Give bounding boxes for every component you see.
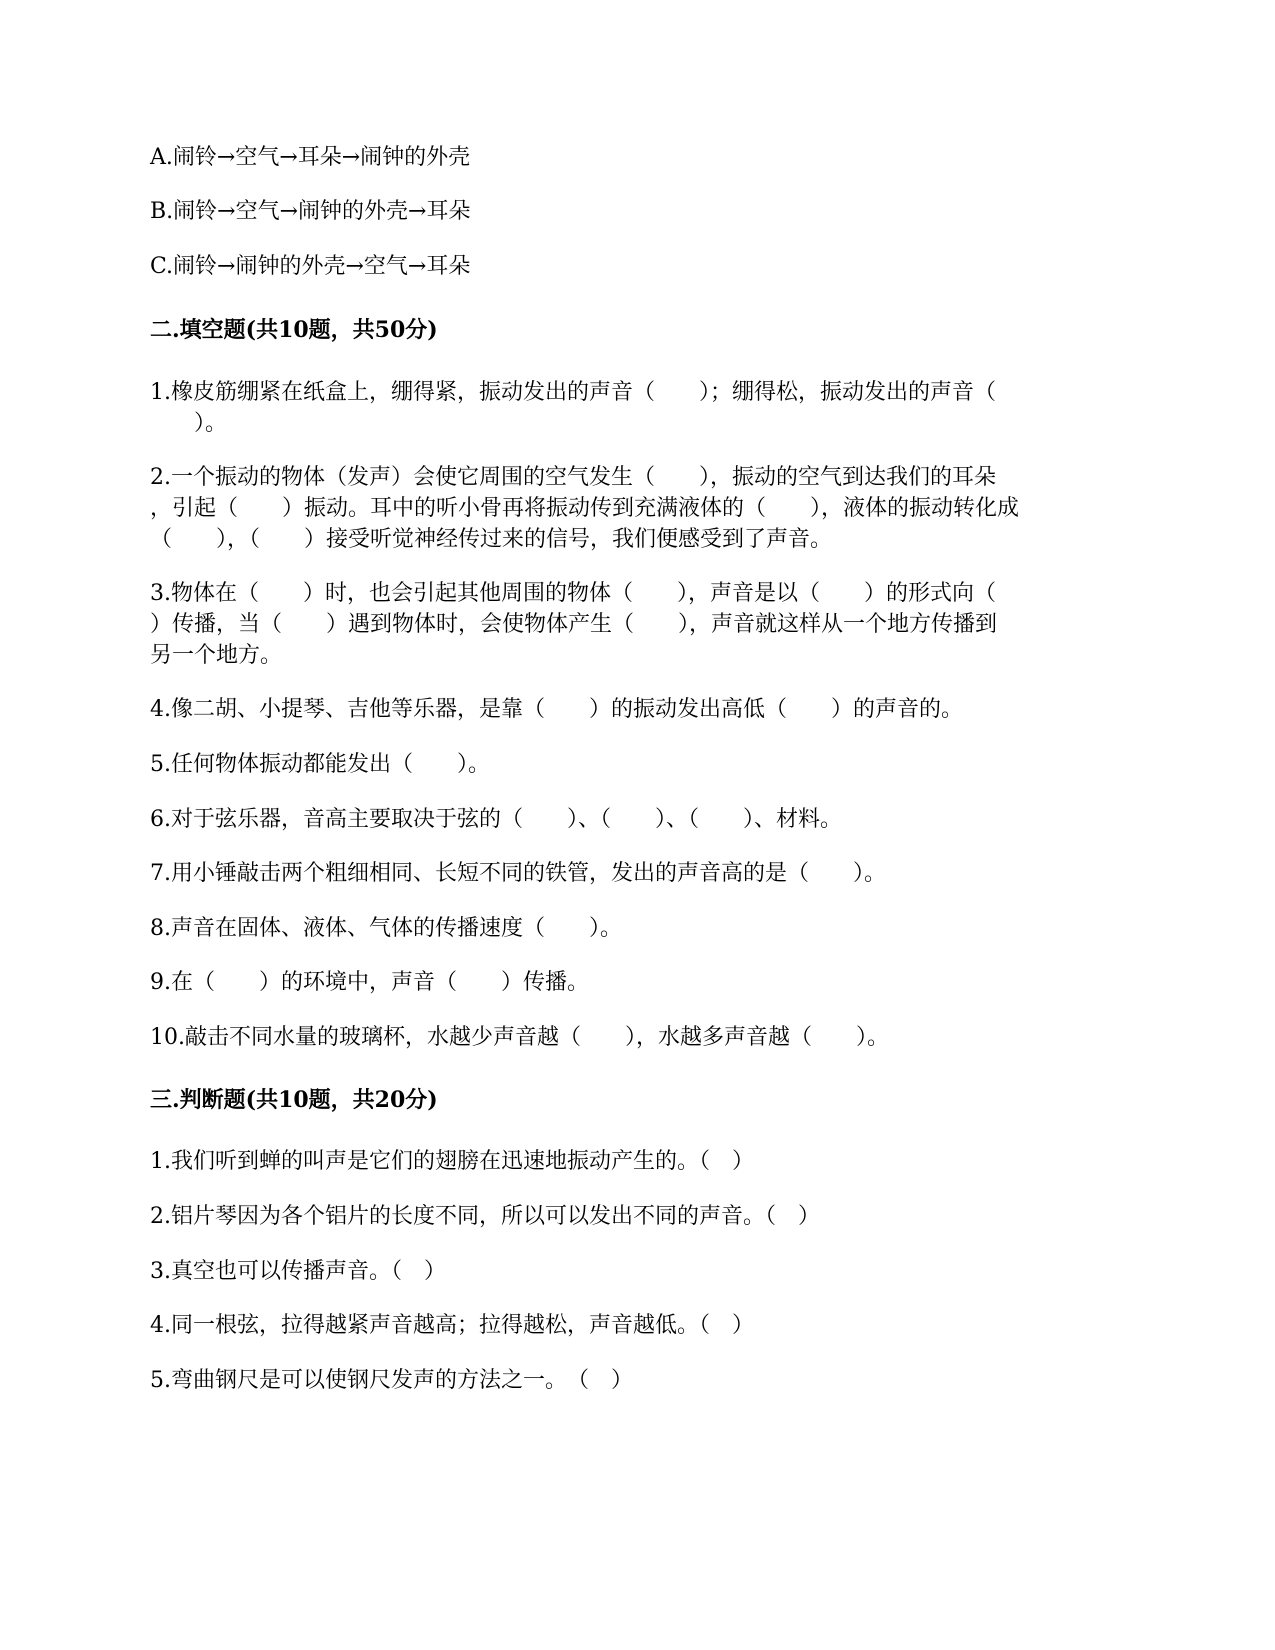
fill-question-8: 8.声音在固体、液体、气体的传播速度（ ）。 [150, 916, 622, 941]
fill-question-2-line-1: 2.一个振动的物体（发声）会使它周围的空气发生（ ），振动的空气到达我们的耳朵 [150, 465, 996, 490]
fill-question-9: 9.在（ ）的环境中，声音（ ）传播。 [150, 970, 589, 995]
option-c: C.闹铃→闹钟的外壳→空气→耳朵 [150, 254, 471, 279]
judge-question-5: 5.弯曲钢尺是可以使钢尺发声的方法之一。 （ ） [150, 1368, 633, 1393]
fill-question-2-line-3: （ ），（ ）接受听觉神经传过来的信号，我们便感受到了声音。 [150, 527, 833, 552]
fill-question-5: 5.任何物体振动都能发出（ ）。 [150, 752, 490, 777]
judge-question-3: 3.真空也可以传播声音。（ ） [150, 1259, 446, 1284]
fill-question-4: 4.像二胡、小提琴、吉他等乐器，是靠（ ）的振动发出高低（ ）的声音的。 [150, 697, 963, 722]
judge-question-4: 4.同一根弦，拉得越紧声音越高；拉得越松，声音越低。（ ） [150, 1313, 754, 1338]
fill-question-7: 7.用小锤敲击两个粗细相同、长短不同的铁管，发出的声音高的是（ ）。 [150, 861, 886, 886]
fill-question-3-line-2: ）传播，当（ ）遇到物体时，会使物体产生（ ），声音就这样从一个地方传播到 [150, 612, 998, 637]
fill-question-3-line-3: 另一个地方。 [150, 643, 283, 668]
fill-question-2-line-2: ，引起（ ）振动。耳中的听小骨再将振动传到充满液体的（ ），液体的振动转化成 [150, 496, 1020, 521]
section-heading-fill-in: 二.填空题(共10题，共50分) [150, 317, 438, 343]
fill-question-10: 10.敲击不同水量的玻璃杯，水越少声音越（ ），水越多声音越（ ）。 [150, 1025, 889, 1050]
fill-question-3-line-1: 3.物体在（ ）时，也会引起其他周围的物体（ ），声音是以（ ）的形式向（ [150, 581, 996, 606]
section-heading-true-false: 三.判断题(共10题，共20分) [150, 1087, 438, 1113]
option-b: B.闹铃→空气→闹钟的外壳→耳朵 [150, 199, 471, 224]
fill-question-1-line-1: 1.橡皮筋绷紧在纸盒上，绷得紧，振动发出的声音（ ）；绷得松，振动发出的声音（ [150, 380, 996, 405]
judge-question-1: 1.我们听到蝉的叫声是它们的翅膀在迅速地振动产生的。（ ） [150, 1149, 754, 1174]
option-a: A.闹铃→空气→耳朵→闹钟的外壳 [150, 145, 471, 170]
fill-question-1-line-2: ）。 [150, 411, 228, 436]
fill-question-6: 6.对于弦乐器，音高主要取决于弦的（ ）、（ ）、（ ）、材料。 [150, 807, 842, 832]
judge-question-2: 2.铝片琴因为各个铝片的长度不同，所以可以发出不同的声音。（ ） [150, 1204, 820, 1229]
